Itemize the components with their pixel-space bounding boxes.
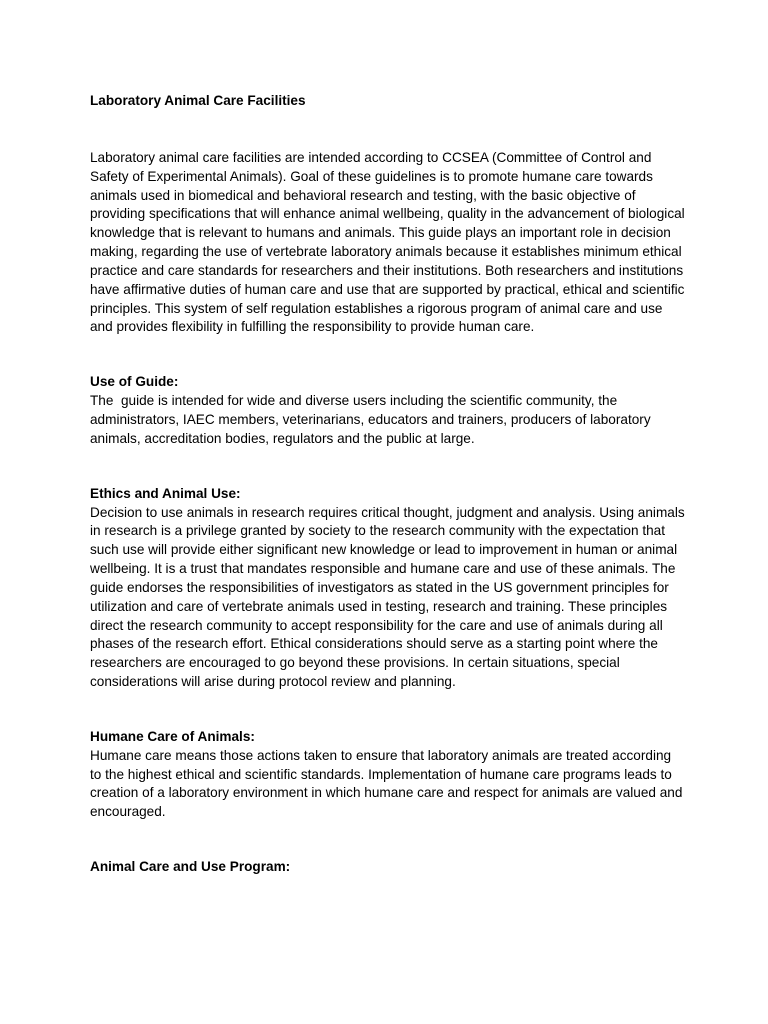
intro-paragraph: Laboratory animal care facilities are intended according to CCSEA (Committee of Control and Safety of Experimental Animals). Goal of these guidelines is to promote humane care towards animals used in biomedical and behavioral research and testing, with the basic objective of providing specifications that will enhance animal wellbeing, quality in the advancement of biological knowledge that is relevant to humans and animals. This guide plays an important role in decision making, regarding the use of vertebrate laboratory animals because it establishes minimum ethical practice and care standards for researchers and their institutions. Both researchers and institutions have affirmative duties of human care and use that are supported by practical, ethical and scientific principles. This system of self regulation establishes a rigorous program of animal care and use and provides flexibility in fulfilling the responsibility to provide human care. (90, 149, 689, 335)
section-animal-care-and-use-program (90, 858, 686, 877)
section-heading: Animal Care and Use Program: (90, 859, 291, 875)
document-title: Laboratory Animal Care Facilities (90, 93, 306, 108)
section-body: Decision to use animals in research requires critical thought, judgment and analysis. Using animals in research is a privilege granted by society to the research community with the expectation that such use will provide either significant new knowledge or lead to improvement in human or animal wellbeing. It is a trust that mandates responsible and humane care and use of these animals. The guide endorses the responsibilities of investigators as stated in the US government principles for utilization and care of vertebrate animals used in testing, research and training. These principles direct the research community to accept responsibility for the care and use of animals during all phases of the research effort. Ethical considerations should serve as a starting point where the researchers are encouraged to go beyond these provisions. In certain situations, special considerations will arise during protocol review and planning. (90, 504, 689, 690)
section-ethics-and-animal-use (90, 485, 689, 692)
section-body: The guide is intended for wide and diverse users including the scientific community, the administrators, IAEC members, veterinarians, educators and trainers, producers of laboratory animals, accreditation bodies, regulators and the public at large. (90, 393, 655, 446)
section-use-of-guide (90, 373, 686, 448)
section-body: Humane care means those actions taken to ensure that laboratory animals are treated according to the highest ethical and scientific standards. Implementation of humane care programs leads to creation of a laboratory environment in which humane care and respect for animals are valued and encouraged. (90, 747, 687, 820)
document-page (90, 92, 689, 877)
section-heading: Use of Guide: (90, 374, 179, 390)
section-humane-care-of-animals (90, 728, 686, 822)
section-heading: Ethics and Animal Use: (90, 485, 241, 501)
section-heading: Humane Care of Animals: (90, 728, 255, 744)
